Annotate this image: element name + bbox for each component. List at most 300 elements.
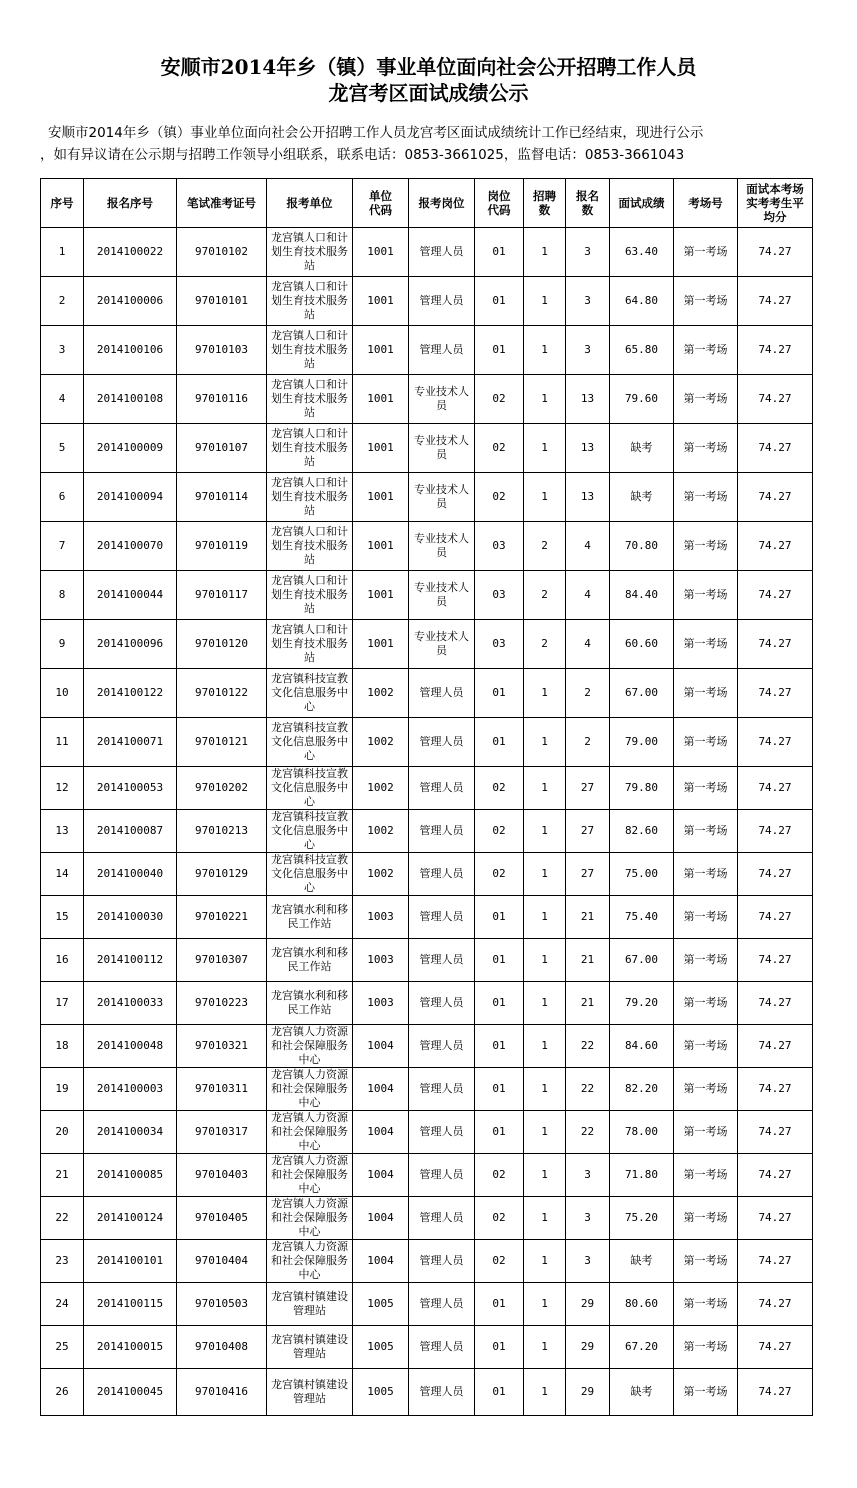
cell-reg-no: 2014100033 (84, 982, 177, 1025)
cell-position: 管理人员 (409, 1197, 475, 1240)
cell-seq: 16 (41, 939, 84, 982)
cell-room: 第一考场 (674, 1283, 738, 1326)
header-exam-no: 笔试准考证号 (177, 179, 267, 228)
cell-room: 第一考场 (674, 522, 738, 571)
cell-avg: 74.27 (738, 1240, 813, 1283)
cell-position: 专业技术人员 (409, 424, 475, 473)
cell-reg-no: 2014100115 (84, 1283, 177, 1326)
cell-room: 第一考场 (674, 982, 738, 1025)
table-row (41, 571, 813, 620)
cell-pos-code: 02 (475, 767, 524, 810)
cell-avg: 74.27 (738, 669, 813, 718)
cell-unit-code: 1004 (353, 1111, 409, 1154)
cell-apply-count: 21 (566, 896, 610, 939)
cell-position: 管理人员 (409, 1025, 475, 1068)
cell-seq: 3 (41, 326, 84, 375)
cell-avg: 74.27 (738, 982, 813, 1025)
cell-unit-code: 1001 (353, 620, 409, 669)
cell-apply-count: 29 (566, 1369, 610, 1416)
interview-score-table (40, 178, 813, 1416)
cell-apply-count: 21 (566, 982, 610, 1025)
cell-room: 第一考场 (674, 1154, 738, 1197)
cell-exam-no: 97010403 (177, 1154, 267, 1197)
cell-room: 第一考场 (674, 571, 738, 620)
cell-exam-no: 97010408 (177, 1326, 267, 1369)
cell-pos-code: 01 (475, 669, 524, 718)
cell-score: 82.60 (610, 810, 674, 853)
cell-avg: 74.27 (738, 424, 813, 473)
cell-pos-code: 03 (475, 620, 524, 669)
cell-exam-no: 97010221 (177, 896, 267, 939)
cell-hire-count: 1 (524, 669, 566, 718)
cell-pos-code: 03 (475, 571, 524, 620)
cell-avg: 74.27 (738, 1197, 813, 1240)
cell-score: 63.40 (610, 228, 674, 277)
cell-avg: 74.27 (738, 810, 813, 853)
document-title-line-2: 龙宫考区面试成绩公示 (328, 81, 529, 105)
cell-room: 第一考场 (674, 277, 738, 326)
cell-score: 84.40 (610, 571, 674, 620)
cell-seq: 22 (41, 1197, 84, 1240)
cell-seq: 20 (41, 1111, 84, 1154)
table-row (41, 767, 813, 810)
cell-pos-code: 02 (475, 1197, 524, 1240)
cell-reg-no: 2014100009 (84, 424, 177, 473)
cell-score: 75.40 (610, 896, 674, 939)
cell-unit: 龙宫镇人口和计划生育技术服务站 (267, 326, 353, 375)
cell-seq: 17 (41, 982, 84, 1025)
cell-room: 第一考场 (674, 228, 738, 277)
cell-score: 78.00 (610, 1111, 674, 1154)
cell-pos-code: 02 (475, 424, 524, 473)
cell-avg: 74.27 (738, 620, 813, 669)
table-row (41, 982, 813, 1025)
cell-unit: 龙宫镇人口和计划生育技术服务站 (267, 375, 353, 424)
cell-avg: 74.27 (738, 939, 813, 982)
cell-reg-no: 2014100044 (84, 571, 177, 620)
header-score: 面试成绩 (610, 179, 674, 228)
cell-apply-count: 4 (566, 522, 610, 571)
cell-seq: 2 (41, 277, 84, 326)
cell-apply-count: 2 (566, 718, 610, 767)
cell-score: 80.60 (610, 1283, 674, 1326)
cell-unit: 龙宫镇人力资源和社会保障服务中心 (267, 1068, 353, 1111)
cell-position: 管理人员 (409, 718, 475, 767)
cell-seq: 5 (41, 424, 84, 473)
cell-avg: 74.27 (738, 1326, 813, 1369)
header-position: 报考岗位 (409, 179, 475, 228)
cell-unit-code: 1002 (353, 853, 409, 896)
cell-room: 第一考场 (674, 1197, 738, 1240)
cell-reg-no: 2014100053 (84, 767, 177, 810)
cell-room: 第一考场 (674, 939, 738, 982)
intro-text-line-1: 安顺市2014年乡（镇）事业单位面向社会公开招聘工作人员龙宫考区面试成绩统计工作已经结束，现进行公示 (48, 125, 704, 141)
cell-hire-count: 1 (524, 1154, 566, 1197)
cell-exam-no: 97010405 (177, 1197, 267, 1240)
cell-position: 管理人员 (409, 1240, 475, 1283)
cell-reg-no: 2014100015 (84, 1326, 177, 1369)
cell-apply-count: 22 (566, 1111, 610, 1154)
cell-apply-count: 22 (566, 1068, 610, 1111)
cell-exam-no: 97010119 (177, 522, 267, 571)
cell-seq: 4 (41, 375, 84, 424)
table-row (41, 522, 813, 571)
cell-exam-no: 97010416 (177, 1369, 267, 1416)
cell-unit-code: 1004 (353, 1197, 409, 1240)
cell-avg: 74.27 (738, 767, 813, 810)
cell-unit: 龙宫镇人口和计划生育技术服务站 (267, 228, 353, 277)
table-row (41, 424, 813, 473)
header-reg-no: 报名序号 (84, 179, 177, 228)
cell-reg-no: 2014100045 (84, 1369, 177, 1416)
table-row (41, 1068, 813, 1111)
cell-seq: 26 (41, 1369, 84, 1416)
cell-unit-code: 1004 (353, 1068, 409, 1111)
cell-avg: 74.27 (738, 853, 813, 896)
cell-room: 第一考场 (674, 1111, 738, 1154)
cell-score: 79.80 (610, 767, 674, 810)
cell-unit-code: 1005 (353, 1326, 409, 1369)
cell-position: 专业技术人员 (409, 522, 475, 571)
cell-pos-code: 01 (475, 1369, 524, 1416)
cell-position: 专业技术人员 (409, 571, 475, 620)
cell-seq: 25 (41, 1326, 84, 1369)
cell-room: 第一考场 (674, 669, 738, 718)
cell-avg: 74.27 (738, 1025, 813, 1068)
table-row (41, 718, 813, 767)
cell-exam-no: 97010317 (177, 1111, 267, 1154)
cell-unit-code: 1005 (353, 1369, 409, 1416)
cell-pos-code: 01 (475, 1326, 524, 1369)
cell-unit-code: 1004 (353, 1240, 409, 1283)
cell-position: 管理人员 (409, 1154, 475, 1197)
cell-seq: 18 (41, 1025, 84, 1068)
cell-apply-count: 3 (566, 1197, 610, 1240)
cell-unit: 龙宫镇科技宣教文化信息服务中心 (267, 718, 353, 767)
cell-exam-no: 97010102 (177, 228, 267, 277)
cell-exam-no: 97010120 (177, 620, 267, 669)
cell-pos-code: 03 (475, 522, 524, 571)
cell-hire-count: 1 (524, 326, 566, 375)
cell-score: 67.00 (610, 939, 674, 982)
cell-unit: 龙宫镇人力资源和社会保障服务中心 (267, 1154, 353, 1197)
cell-unit-code: 1001 (353, 228, 409, 277)
table-row (41, 375, 813, 424)
cell-hire-count: 1 (524, 718, 566, 767)
cell-exam-no: 97010116 (177, 375, 267, 424)
table-row (41, 1025, 813, 1068)
cell-hire-count: 2 (524, 571, 566, 620)
cell-hire-count: 1 (524, 896, 566, 939)
cell-avg: 74.27 (738, 1283, 813, 1326)
table-row (41, 810, 813, 853)
cell-unit-code: 1001 (353, 473, 409, 522)
cell-unit-code: 1002 (353, 767, 409, 810)
cell-avg: 74.27 (738, 1154, 813, 1197)
cell-exam-no: 97010213 (177, 810, 267, 853)
cell-pos-code: 02 (475, 1154, 524, 1197)
cell-unit: 龙宫镇科技宣教文化信息服务中心 (267, 767, 353, 810)
cell-reg-no: 2014100006 (84, 277, 177, 326)
cell-unit-code: 1001 (353, 277, 409, 326)
cell-apply-count: 3 (566, 1154, 610, 1197)
header-hire-count: 招聘数 (524, 179, 566, 228)
cell-hire-count: 1 (524, 228, 566, 277)
cell-apply-count: 13 (566, 375, 610, 424)
cell-hire-count: 1 (524, 1197, 566, 1240)
cell-seq: 6 (41, 473, 84, 522)
table-row (41, 939, 813, 982)
header-unit: 报考单位 (267, 179, 353, 228)
cell-position: 管理人员 (409, 982, 475, 1025)
cell-position: 管理人员 (409, 326, 475, 375)
cell-hire-count: 1 (524, 1240, 566, 1283)
cell-exam-no: 97010107 (177, 424, 267, 473)
cell-unit: 龙宫镇水利和移民工作站 (267, 982, 353, 1025)
cell-position: 管理人员 (409, 1111, 475, 1154)
cell-unit: 龙宫镇人口和计划生育技术服务站 (267, 473, 353, 522)
cell-unit-code: 1004 (353, 1154, 409, 1197)
table-row (41, 620, 813, 669)
intro-text-line-2: ，如有异议请在公示期与招聘工作领导小组联系，联系电话：0853-3661025，监督电话：0853-3661043 (40, 147, 685, 163)
cell-pos-code: 01 (475, 896, 524, 939)
cell-reg-no: 2014100112 (84, 939, 177, 982)
cell-unit: 龙宫镇人力资源和社会保障服务中心 (267, 1111, 353, 1154)
cell-pos-code: 02 (475, 853, 524, 896)
cell-exam-no: 97010307 (177, 939, 267, 982)
cell-unit: 龙宫镇科技宣教文化信息服务中心 (267, 669, 353, 718)
cell-unit: 龙宫镇村镇建设管理站 (267, 1283, 353, 1326)
cell-pos-code: 02 (475, 473, 524, 522)
table-header-row (41, 179, 813, 228)
header-room: 考场号 (674, 179, 738, 228)
cell-pos-code: 01 (475, 939, 524, 982)
cell-hire-count: 1 (524, 1025, 566, 1068)
cell-apply-count: 27 (566, 810, 610, 853)
cell-seq: 9 (41, 620, 84, 669)
cell-hire-count: 1 (524, 1369, 566, 1416)
document-title-line-1: 安顺市2014年乡（镇）事业单位面向社会公开招聘工作人员 (160, 55, 697, 79)
cell-room: 第一考场 (674, 718, 738, 767)
cell-reg-no: 2014100094 (84, 473, 177, 522)
cell-seq: 23 (41, 1240, 84, 1283)
cell-unit: 龙宫镇科技宣教文化信息服务中心 (267, 853, 353, 896)
cell-seq: 14 (41, 853, 84, 896)
cell-apply-count: 29 (566, 1283, 610, 1326)
cell-apply-count: 3 (566, 326, 610, 375)
cell-score: 缺考 (610, 473, 674, 522)
cell-avg: 74.27 (738, 1111, 813, 1154)
cell-unit-code: 1001 (353, 571, 409, 620)
cell-room: 第一考场 (674, 1326, 738, 1369)
table-row (41, 326, 813, 375)
cell-avg: 74.27 (738, 896, 813, 939)
cell-avg: 74.27 (738, 375, 813, 424)
cell-unit-code: 1002 (353, 718, 409, 767)
cell-apply-count: 3 (566, 1240, 610, 1283)
cell-hire-count: 1 (524, 277, 566, 326)
cell-score: 缺考 (610, 1369, 674, 1416)
cell-hire-count: 1 (524, 473, 566, 522)
cell-position: 管理人员 (409, 853, 475, 896)
cell-reg-no: 2014100124 (84, 1197, 177, 1240)
cell-reg-no: 2014100003 (84, 1068, 177, 1111)
cell-room: 第一考场 (674, 810, 738, 853)
cell-unit-code: 1001 (353, 424, 409, 473)
cell-unit: 龙宫镇人口和计划生育技术服务站 (267, 620, 353, 669)
cell-apply-count: 3 (566, 228, 610, 277)
cell-exam-no: 97010122 (177, 669, 267, 718)
cell-avg: 74.27 (738, 1369, 813, 1416)
cell-reg-no: 2014100106 (84, 326, 177, 375)
cell-pos-code: 02 (475, 375, 524, 424)
cell-exam-no: 97010404 (177, 1240, 267, 1283)
cell-reg-no: 2014100096 (84, 620, 177, 669)
cell-room: 第一考场 (674, 375, 738, 424)
cell-reg-no: 2014100030 (84, 896, 177, 939)
cell-avg: 74.27 (738, 326, 813, 375)
table-row (41, 896, 813, 939)
cell-avg: 74.27 (738, 228, 813, 277)
header-unit-code: 单位代码 (353, 179, 409, 228)
cell-seq: 11 (41, 718, 84, 767)
cell-seq: 8 (41, 571, 84, 620)
table-row (41, 228, 813, 277)
cell-unit-code: 1002 (353, 669, 409, 718)
cell-seq: 1 (41, 228, 84, 277)
cell-exam-no: 97010121 (177, 718, 267, 767)
cell-seq: 10 (41, 669, 84, 718)
cell-room: 第一考场 (674, 1068, 738, 1111)
cell-room: 第一考场 (674, 424, 738, 473)
cell-reg-no: 2014100101 (84, 1240, 177, 1283)
header-seq: 序号 (41, 179, 84, 228)
cell-seq: 24 (41, 1283, 84, 1326)
cell-position: 专业技术人员 (409, 375, 475, 424)
table-row (41, 1154, 813, 1197)
cell-unit-code: 1001 (353, 326, 409, 375)
table-row (41, 277, 813, 326)
cell-pos-code: 01 (475, 1111, 524, 1154)
cell-pos-code: 01 (475, 718, 524, 767)
cell-reg-no: 2014100040 (84, 853, 177, 896)
cell-room: 第一考场 (674, 1240, 738, 1283)
cell-score: 67.20 (610, 1326, 674, 1369)
cell-room: 第一考场 (674, 896, 738, 939)
cell-exam-no: 97010223 (177, 982, 267, 1025)
cell-reg-no: 2014100048 (84, 1025, 177, 1068)
cell-hire-count: 1 (524, 375, 566, 424)
cell-position: 管理人员 (409, 669, 475, 718)
cell-reg-no: 2014100108 (84, 375, 177, 424)
cell-exam-no: 97010129 (177, 853, 267, 896)
cell-avg: 74.27 (738, 1068, 813, 1111)
cell-position: 管理人员 (409, 896, 475, 939)
cell-pos-code: 01 (475, 1025, 524, 1068)
cell-seq: 13 (41, 810, 84, 853)
cell-pos-code: 01 (475, 982, 524, 1025)
cell-unit: 龙宫镇人口和计划生育技术服务站 (267, 522, 353, 571)
table-row (41, 1283, 813, 1326)
table-row (41, 1240, 813, 1283)
cell-apply-count: 4 (566, 571, 610, 620)
cell-reg-no: 2014100087 (84, 810, 177, 853)
cell-score: 79.20 (610, 982, 674, 1025)
cell-position: 管理人员 (409, 1068, 475, 1111)
cell-apply-count: 13 (566, 424, 610, 473)
cell-unit: 龙宫镇科技宣教文化信息服务中心 (267, 810, 353, 853)
cell-pos-code: 01 (475, 1283, 524, 1326)
cell-unit: 龙宫镇人力资源和社会保障服务中心 (267, 1240, 353, 1283)
cell-apply-count: 2 (566, 669, 610, 718)
cell-exam-no: 97010114 (177, 473, 267, 522)
cell-hire-count: 1 (524, 1326, 566, 1369)
cell-score: 67.00 (610, 669, 674, 718)
cell-seq: 21 (41, 1154, 84, 1197)
cell-hire-count: 1 (524, 982, 566, 1025)
cell-exam-no: 97010321 (177, 1025, 267, 1068)
table-row (41, 1369, 813, 1416)
cell-pos-code: 02 (475, 810, 524, 853)
cell-unit-code: 1005 (353, 1283, 409, 1326)
cell-seq: 15 (41, 896, 84, 939)
cell-position: 专业技术人员 (409, 473, 475, 522)
cell-pos-code: 01 (475, 1068, 524, 1111)
cell-avg: 74.27 (738, 277, 813, 326)
cell-position: 管理人员 (409, 228, 475, 277)
cell-unit: 龙宫镇水利和移民工作站 (267, 939, 353, 982)
cell-exam-no: 97010101 (177, 277, 267, 326)
cell-room: 第一考场 (674, 853, 738, 896)
cell-room: 第一考场 (674, 620, 738, 669)
cell-hire-count: 1 (524, 853, 566, 896)
cell-position: 管理人员 (409, 767, 475, 810)
cell-exam-no: 97010103 (177, 326, 267, 375)
cell-hire-count: 1 (524, 1111, 566, 1154)
cell-unit: 龙宫镇人口和计划生育技术服务站 (267, 424, 353, 473)
cell-reg-no: 2014100022 (84, 228, 177, 277)
cell-reg-no: 2014100085 (84, 1154, 177, 1197)
cell-seq: 12 (41, 767, 84, 810)
cell-apply-count: 3 (566, 277, 610, 326)
cell-score: 79.00 (610, 718, 674, 767)
table-row (41, 1197, 813, 1240)
cell-hire-count: 1 (524, 1068, 566, 1111)
cell-room: 第一考场 (674, 1025, 738, 1068)
table-row (41, 853, 813, 896)
cell-apply-count: 29 (566, 1326, 610, 1369)
cell-apply-count: 27 (566, 767, 610, 810)
cell-exam-no: 97010202 (177, 767, 267, 810)
cell-reg-no: 2014100034 (84, 1111, 177, 1154)
cell-hire-count: 2 (524, 522, 566, 571)
cell-room: 第一考场 (674, 326, 738, 375)
cell-position: 管理人员 (409, 277, 475, 326)
cell-unit: 龙宫镇人口和计划生育技术服务站 (267, 571, 353, 620)
cell-score: 82.20 (610, 1068, 674, 1111)
cell-room: 第一考场 (674, 767, 738, 810)
cell-reg-no: 2014100070 (84, 522, 177, 571)
cell-position: 管理人员 (409, 1326, 475, 1369)
cell-apply-count: 22 (566, 1025, 610, 1068)
cell-exam-no: 97010117 (177, 571, 267, 620)
cell-reg-no: 2014100071 (84, 718, 177, 767)
cell-pos-code: 01 (475, 277, 524, 326)
cell-score: 60.60 (610, 620, 674, 669)
table-row (41, 1111, 813, 1154)
cell-unit: 龙宫镇人口和计划生育技术服务站 (267, 277, 353, 326)
cell-score: 79.60 (610, 375, 674, 424)
